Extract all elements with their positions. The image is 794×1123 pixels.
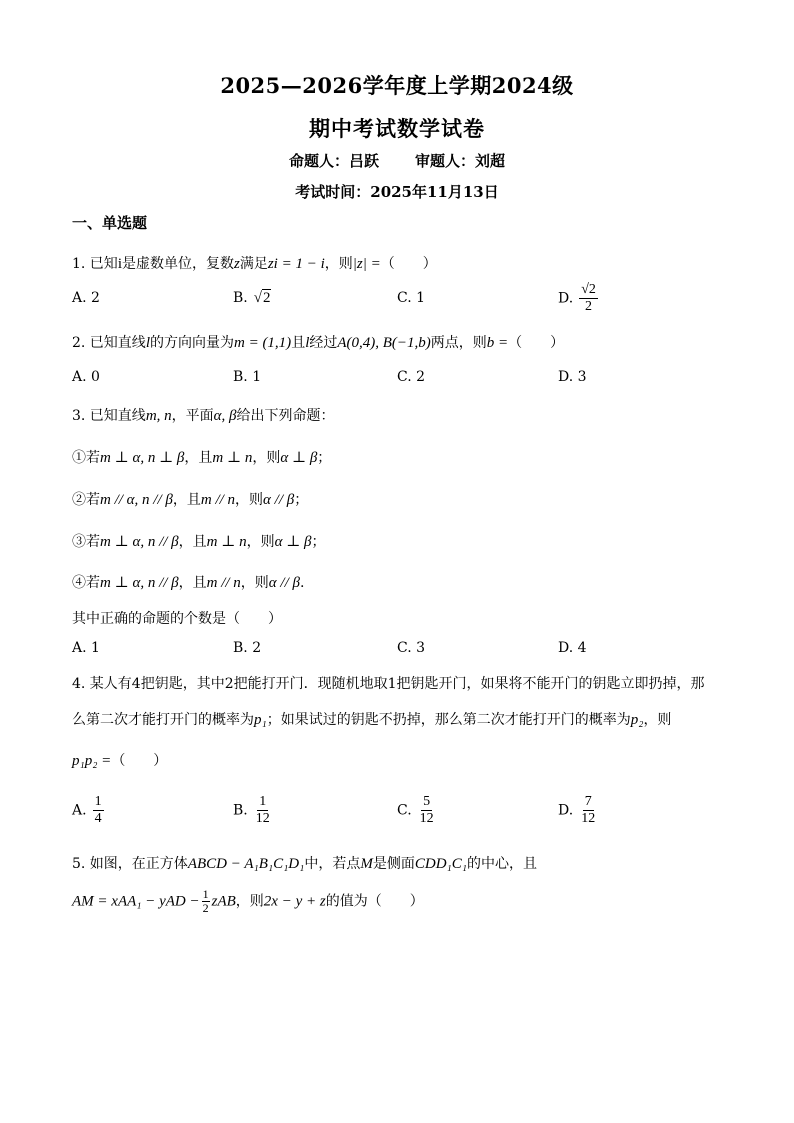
q1-i: i: [117, 256, 122, 272]
q3-text: 3. 已知直线: [72, 408, 146, 424]
fraction-numerator: √2: [581, 282, 596, 297]
q2-b: b =: [486, 335, 509, 351]
q3-option-d: D. 4: [558, 640, 587, 656]
q3-text: ，平面: [171, 408, 214, 424]
q4-p1: p₁: [254, 712, 267, 728]
stmt-text: ，且: [178, 575, 207, 591]
fraction-numerator: 1: [259, 794, 267, 809]
stmt-text: ④若: [72, 575, 100, 591]
question-2-stem: [72, 332, 564, 352]
stmt-math: m ⊥ α, n ⊥ β: [100, 450, 185, 466]
author-setter: 命题人：吕跃: [288, 152, 379, 170]
q5-expression: 2x − y + z: [263, 893, 326, 910]
q1-d-label: D.: [558, 290, 574, 307]
q4-b-fraction: [254, 794, 272, 827]
stmt-math: α // β: [263, 492, 295, 508]
q4-text: 么第二次才能打开门的概率为: [72, 712, 254, 728]
stmt-text: ，则: [235, 492, 264, 508]
q3-statement-2: [72, 489, 308, 509]
stmt-text: ，则: [252, 450, 281, 466]
stmt-text: ①若: [72, 450, 100, 466]
stmt-math: m // α, n // β: [100, 492, 173, 508]
q3-option-c: C. 3: [397, 640, 426, 656]
stmt-math: α ⊥ β: [274, 534, 312, 550]
stmt-math: m // n: [200, 492, 236, 508]
q2-vector-m: m = (1,1): [233, 335, 292, 351]
stmt-math: m ⊥ n: [206, 534, 247, 550]
fraction-numerator: 1: [94, 794, 102, 809]
q1-modulus: |z| =: [352, 256, 381, 272]
q4-text: ；如果试过的钥匙不扔掉，那么第二次才能打开门的概率为: [266, 712, 631, 728]
fraction-denominator: 12: [581, 811, 596, 826]
q2-text: 的方向向量为: [149, 335, 234, 351]
stmt-math: m ⊥ n: [212, 450, 253, 466]
question-3-stem: [72, 405, 335, 425]
q5-face: CDD₁C₁: [414, 856, 467, 872]
fraction-denominator: 12: [255, 811, 270, 826]
q1-z: z: [233, 256, 240, 272]
question-4-line-2: [72, 709, 671, 729]
stmt-text: ，则: [246, 534, 275, 550]
exam-authors: [0, 150, 794, 171]
q5-text: 的中心，且: [466, 856, 537, 872]
stmt-math: m ⊥ α, n // β: [100, 575, 179, 591]
q4-text: （ ）: [111, 753, 168, 769]
section-heading-single-choice: 一、单选题: [72, 214, 148, 232]
q4-c-label: C.: [397, 802, 412, 819]
question-5-line-2: [72, 888, 424, 915]
q5-text: 的值为（ ）: [325, 893, 424, 910]
q2-text: 经过: [309, 335, 338, 351]
q3-planes: α, β: [213, 408, 237, 424]
q4-option-b: [233, 794, 272, 827]
fraction-denominator: 2: [585, 299, 593, 314]
fraction-numerator: 5: [423, 794, 431, 809]
q1-d-fraction: [579, 282, 598, 315]
q4-b-label: B.: [233, 802, 248, 819]
q5-text: 是侧面: [372, 856, 415, 872]
stmt-text: ，且: [172, 492, 201, 508]
q4-a-label: A.: [72, 802, 87, 819]
q1-option-d: [558, 282, 598, 315]
stmt-text: ③若: [72, 534, 100, 550]
q4-c-fraction: [418, 794, 436, 827]
q1-text: 1. 已知: [72, 256, 118, 272]
q2-option-b: B. 1: [233, 369, 262, 385]
stmt-text: .: [299, 575, 305, 591]
q3-question: 其中正确的命题的个数是（ ）: [72, 611, 282, 627]
q4-d-label: D.: [558, 802, 574, 819]
fraction-denominator: 12: [419, 811, 434, 826]
exam-title: 期中考试数学试卷: [309, 116, 485, 141]
q2-option-a: A. 0: [72, 369, 100, 385]
q1-equation: zi = 1 − i: [267, 256, 325, 272]
q2-text: （ ）: [508, 335, 565, 351]
q2-l: l: [145, 335, 150, 351]
q3-statement-1: [72, 447, 331, 467]
q5-half-fraction: [202, 888, 210, 915]
q3-option-a: A. 1: [72, 640, 100, 656]
q4-option-d: [558, 794, 597, 827]
q5-point-m: M: [360, 856, 373, 872]
q3-statement-3: [72, 531, 326, 551]
q5-text: ，则: [235, 893, 264, 910]
exam-title-year: 2025—2026学年度上学期2024级: [220, 73, 574, 98]
q5-vector-equation: AM = xAA₁ − yAD −: [72, 893, 200, 910]
q2-text: 两点，则: [430, 335, 487, 351]
q3-option-b: B. 2: [233, 640, 262, 656]
q4-a-fraction: [93, 794, 104, 827]
author-reviewer: 审题人：刘超: [415, 152, 506, 170]
stmt-math: m ⊥ α, n // β: [100, 534, 179, 550]
stmt-math: m // n: [206, 575, 241, 591]
q4-option-a: [72, 794, 104, 827]
q5-text: 中，若点: [304, 856, 361, 872]
q1-option-b: [233, 290, 271, 307]
q4-d-fraction: [579, 794, 597, 827]
q4-text: ，则: [643, 712, 672, 728]
fraction-numerator: 7: [584, 794, 592, 809]
stmt-math: α // β: [268, 575, 300, 591]
q3-text: 给出下列命题：: [236, 408, 335, 424]
stmt-text: ，且: [178, 534, 207, 550]
q3-statement-4: [72, 572, 304, 592]
fraction-denominator: 2: [202, 901, 209, 915]
stmt-text: ②若: [72, 492, 100, 508]
q2-text: 2. 已知直线: [72, 335, 146, 351]
question-4-line-3: [72, 750, 167, 770]
q1-b-label: B.: [233, 290, 248, 306]
fraction-numerator: 1: [202, 887, 209, 901]
q4-product: p₁p₂ =: [72, 753, 112, 769]
fraction-denominator: 4: [94, 811, 102, 826]
q2-option-c: C. 2: [397, 369, 426, 385]
question-5-line-1: [72, 853, 537, 873]
q5-text: 5. 如图，在正方体: [72, 856, 188, 872]
stmt-math: α ⊥ β: [280, 450, 318, 466]
q2-text: 且: [291, 335, 306, 351]
q1-option-a: A. 2: [72, 290, 100, 306]
q1-b-radicand: 2: [262, 290, 271, 306]
stmt-text: ，则: [240, 575, 269, 591]
stmt-text: ；: [311, 534, 326, 550]
q1-b-sqrt: √2: [253, 290, 271, 306]
stmt-text: ，且: [184, 450, 213, 466]
q1-text: 满足: [239, 256, 268, 272]
q4-option-c: [397, 794, 436, 827]
q1-text: （ ）: [380, 256, 437, 272]
exam-time: 考试时间：2025年11月13日: [295, 183, 499, 201]
q2-points: A(0,4), B(−1,b): [337, 335, 431, 351]
question-1-stem: [72, 253, 437, 273]
q1-text: ，则: [324, 256, 353, 272]
stmt-text: ；: [294, 492, 309, 508]
q2-option-d: D. 3: [558, 369, 587, 385]
q1-text: 是虚数单位，复数: [121, 256, 234, 272]
q4-p2: p₂: [630, 712, 644, 728]
question-4-line-1: 4. 某人有4把钥匙，其中2把能打开门．现随机地取1把钥匙开门，如果将不能开门的钥匙立即扔掉，那: [72, 676, 705, 692]
q3-lines: m, n: [145, 408, 172, 424]
q2-l: l: [305, 335, 310, 351]
stmt-text: ；: [317, 450, 332, 466]
q1-option-c: C. 1: [397, 290, 426, 306]
q5-vector-ab: zAB: [211, 893, 236, 910]
q5-cube: ABCD − A₁B₁C₁D₁: [187, 856, 305, 872]
